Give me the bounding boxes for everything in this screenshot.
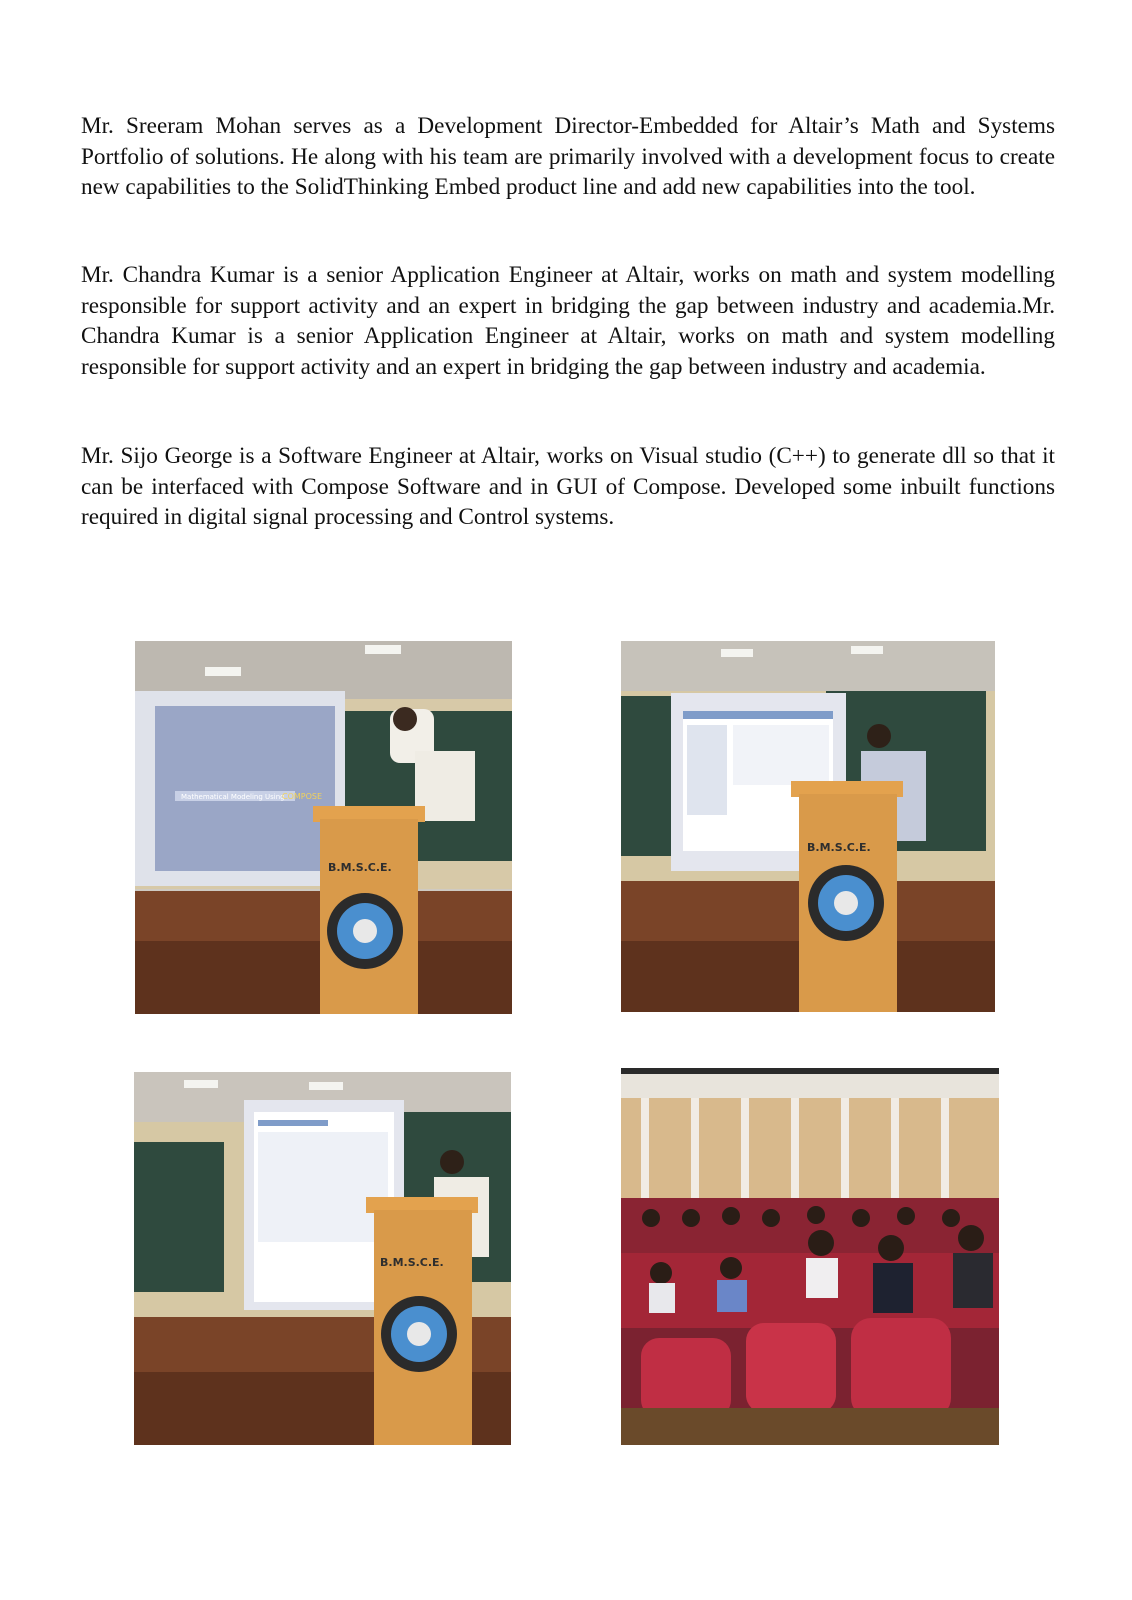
slide-title: Mathematical Modeling Using: [181, 793, 285, 801]
podium-label: B.M.S.C.E.: [328, 861, 392, 874]
photo-speaker-sijo: [134, 1072, 511, 1445]
paragraph-sijo-george: Mr. Sijo George is a Software Engineer at Altair, works on Visual studio (C++) to generate dll so that it can be interfaced with Compose Software and in GUI of Compose. Developed some inbuilt functions required in digital signal processing and Control systems.: [81, 443, 1055, 530]
photo-3-illustration: [134, 1072, 511, 1445]
photo-1-illustration: [135, 641, 512, 1014]
photo-2-illustration: [621, 641, 995, 1012]
podium-label-2: B.M.S.C.E.: [807, 841, 871, 854]
paragraph-chandra-kumar: Mr. Chandra Kumar is a senior Application Engineer at Altair, works on math and system modelling responsible for support activity and an expert in bridging the gap between industry and academia.Mr. Chandra Kumar is a senior Application Engineer at Altair, works on math and system modelling responsible for support activity and an expert in bridging the gap between industry and academia.: [81, 262, 1055, 380]
photo-4-illustration: [621, 1068, 999, 1445]
podium-label-3: B.M.S.C.E.: [380, 1256, 444, 1269]
slide-brand: COMPOSE: [282, 792, 323, 801]
photo-speaker-chandra: [621, 641, 995, 1012]
photo-speaker-sreeram: [135, 641, 512, 1014]
photo-audience: [621, 1068, 999, 1445]
paragraph-sreeram-mohan: Mr. Sreeram Mohan serves as a Development Director-Embedded for Altair’s Math and Systems Portfolio of solutions. He along with his team are primarily involved with a development focus to create new capabilities to the SolidThinking Embed product line and add new capabilities into the tool.: [81, 113, 1055, 200]
